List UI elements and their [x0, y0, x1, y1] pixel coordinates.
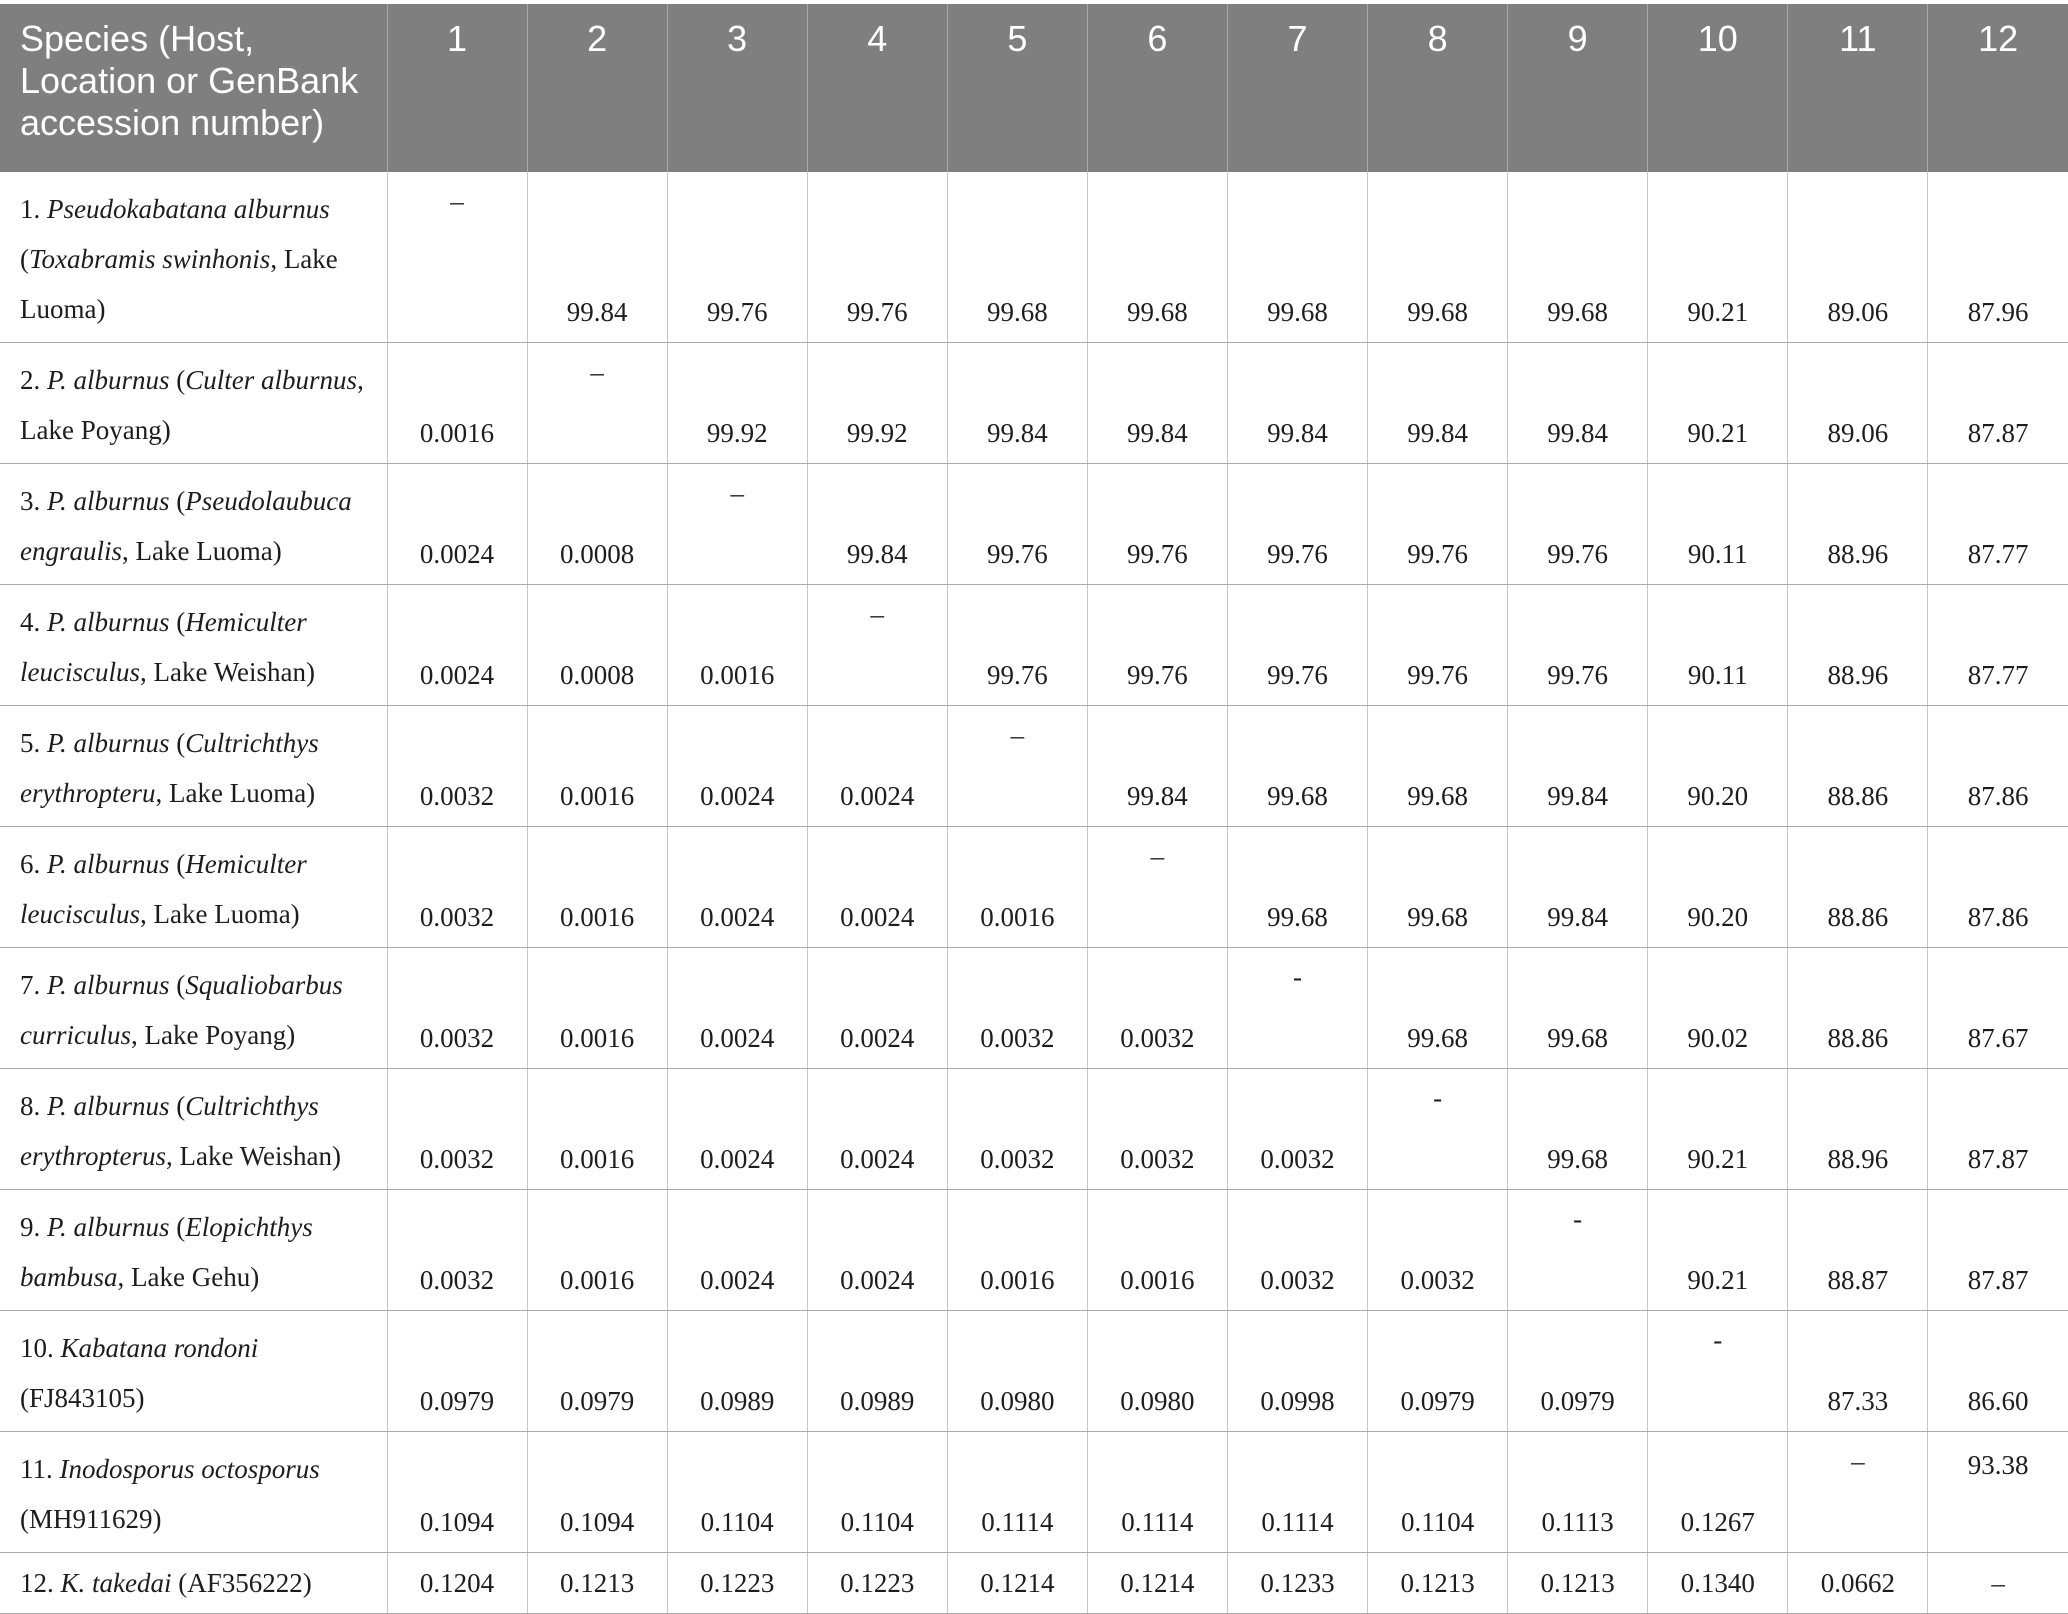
value-cell: 0.1233: [1227, 1553, 1367, 1614]
value-cell: 99.68: [1368, 948, 1508, 1069]
value-cell: 0.0024: [667, 1069, 807, 1190]
space: [40, 607, 47, 637]
species-cell: [0, 1190, 387, 1311]
value-cell: 0.0024: [807, 827, 947, 948]
row-number: 6.: [20, 849, 41, 879]
space: [40, 849, 47, 879]
value-cell: 99.68: [1227, 827, 1367, 948]
value-cell: 99.84: [527, 172, 667, 343]
value-cell: 90.21: [1648, 1069, 1788, 1190]
value-cell: 0.1340: [1648, 1553, 1788, 1614]
value-cell: 0.0024: [667, 827, 807, 948]
value-cell: 0.0016: [527, 948, 667, 1069]
row-number: 8.: [20, 1091, 41, 1121]
value-cell: 99.76: [1227, 464, 1367, 585]
location: , Lake Weishan): [139, 657, 315, 687]
value-cell: 99.84: [1087, 706, 1227, 827]
value-cell: 0.0016: [947, 1190, 1087, 1311]
value-cell: 86.60: [1928, 1311, 2068, 1432]
diagonal-cell: -: [1508, 1190, 1648, 1311]
value-cell: 99.84: [1508, 827, 1648, 948]
value-cell: 87.86: [1928, 706, 2068, 827]
location: , Lake Poyang): [131, 1020, 296, 1050]
species-name: K. takedai: [60, 1568, 172, 1598]
value-cell: 99.76: [947, 464, 1087, 585]
value-cell: 0.0016: [1087, 1190, 1227, 1311]
column-header: 12: [1928, 4, 2068, 172]
space: [40, 1212, 47, 1242]
value-cell: 0.0016: [387, 343, 527, 464]
value-cell: 88.87: [1788, 1190, 1928, 1311]
paren-open: (: [169, 1212, 186, 1242]
value-cell: 88.86: [1788, 706, 1928, 827]
value-cell: 0.1213: [527, 1553, 667, 1614]
value-cell: 0.0662: [1788, 1553, 1928, 1614]
value-cell: 0.0016: [527, 706, 667, 827]
table-row: [0, 948, 2068, 1069]
column-header: 11: [1788, 4, 1928, 172]
space: [53, 1454, 60, 1484]
species-name: P. alburnus: [47, 365, 170, 395]
table-row: [0, 464, 2068, 585]
table-row: [0, 172, 2068, 343]
host-name: Hemiculter leucisculus: [20, 849, 307, 929]
column-header: 3: [667, 4, 807, 172]
table-row: [0, 1311, 2068, 1432]
column-header: 7: [1227, 4, 1367, 172]
value-cell: 0.1094: [387, 1432, 527, 1553]
value-cell: 99.76: [1368, 585, 1508, 706]
value-cell: 99.76: [1368, 464, 1508, 585]
row-number: 2.: [20, 365, 41, 395]
value-cell: 0.0016: [527, 827, 667, 948]
diagonal-cell: -: [1648, 1311, 1788, 1432]
value-cell: 99.76: [1508, 464, 1648, 585]
value-cell: 99.92: [807, 343, 947, 464]
host-name: Pseudolaubuca engraulis: [20, 486, 352, 566]
column-header: 9: [1508, 4, 1648, 172]
value-cell: 99.68: [1368, 827, 1508, 948]
value-cell: 99.76: [1227, 585, 1367, 706]
value-cell: 99.76: [667, 172, 807, 343]
value-cell: 0.0979: [387, 1311, 527, 1432]
value-cell: 0.0024: [387, 585, 527, 706]
value-cell: 0.1204: [387, 1553, 527, 1614]
diagonal-cell: –: [807, 585, 947, 706]
value-cell: 0.0998: [1227, 1311, 1367, 1432]
diagonal-cell: –: [1087, 827, 1227, 948]
table-row: [0, 706, 2068, 827]
diagonal-cell: –: [1928, 1553, 2068, 1614]
row-number: 11.: [20, 1454, 53, 1484]
species-cell: [0, 464, 387, 585]
value-cell: 90.20: [1648, 706, 1788, 827]
row-number: 7.: [20, 970, 41, 1000]
value-cell: 0.0024: [807, 1069, 947, 1190]
value-cell: 0.1223: [807, 1553, 947, 1614]
paren-open: (: [169, 486, 186, 516]
value-cell: 0.1104: [667, 1432, 807, 1553]
table-row: [0, 1069, 2068, 1190]
value-cell: 99.84: [1508, 706, 1648, 827]
value-cell: 0.0024: [667, 948, 807, 1069]
paren-open: (: [169, 1091, 186, 1121]
value-cell: 88.86: [1788, 827, 1928, 948]
table-row: [0, 1190, 2068, 1311]
space: [54, 1333, 61, 1363]
value-cell: 99.76: [947, 585, 1087, 706]
value-cell: 0.1267: [1648, 1432, 1788, 1553]
value-cell: 99.68: [1508, 948, 1648, 1069]
species-name: P. alburnus: [47, 607, 170, 637]
value-cell: 99.68: [1508, 172, 1648, 343]
host-name: Hemiculter leucisculus: [20, 607, 307, 687]
table-body: [0, 172, 2068, 1614]
value-cell: 0.0032: [1227, 1069, 1367, 1190]
species-cell: [0, 343, 387, 464]
value-cell: 87.77: [1928, 464, 2068, 585]
table-row: [0, 343, 2068, 464]
column-header: 8: [1368, 4, 1508, 172]
species-column-header: Species (Host, Location or GenBank accession number): [0, 4, 387, 172]
value-cell: 90.21: [1648, 1190, 1788, 1311]
value-cell: 0.0032: [1368, 1190, 1508, 1311]
diagonal-cell: –: [527, 343, 667, 464]
value-cell: 99.76: [1087, 585, 1227, 706]
value-cell: 99.76: [807, 172, 947, 343]
diagonal-cell: -: [1368, 1069, 1508, 1190]
header-row: [0, 4, 2068, 172]
value-cell: 90.20: [1648, 827, 1788, 948]
species-cell: [0, 585, 387, 706]
diagonal-cell: -: [1227, 948, 1367, 1069]
value-cell: 0.1223: [667, 1553, 807, 1614]
value-cell: 0.1213: [1368, 1553, 1508, 1614]
value-cell: 99.68: [1087, 172, 1227, 343]
space: [40, 365, 47, 395]
value-cell: 87.96: [1928, 172, 2068, 343]
value-cell: 0.0016: [947, 827, 1087, 948]
value-cell: 88.96: [1788, 464, 1928, 585]
value-cell: 0.0979: [1508, 1311, 1648, 1432]
value-cell: 0.1114: [1087, 1432, 1227, 1553]
location: , Lake Poyang): [20, 365, 364, 445]
row-number: 4.: [20, 607, 41, 637]
space: [40, 486, 47, 516]
value-cell: 0.0979: [527, 1311, 667, 1432]
column-header: 1: [387, 4, 527, 172]
value-cell: 0.0032: [947, 948, 1087, 1069]
value-cell: 90.02: [1648, 948, 1788, 1069]
species-name: Inodosporus octosporus: [59, 1454, 320, 1484]
location: , Lake Luoma): [139, 899, 300, 929]
value-cell: 99.68: [1508, 1069, 1648, 1190]
species-cell: [0, 1069, 387, 1190]
row-number: 10.: [20, 1333, 54, 1363]
location: , Lake Luoma): [155, 778, 316, 808]
value-cell: 90.11: [1648, 464, 1788, 585]
value-cell: 0.1104: [807, 1432, 947, 1553]
distance-matrix-table: [0, 4, 2068, 1614]
row-number: 3.: [20, 486, 41, 516]
value-cell: 0.0024: [667, 706, 807, 827]
value-cell: 0.0980: [1087, 1311, 1227, 1432]
value-cell: 0.1114: [1227, 1432, 1367, 1553]
table-container: [0, 4, 2068, 1614]
host-name: Culter alburnus: [185, 365, 358, 395]
value-cell: 0.1214: [1087, 1553, 1227, 1614]
value-cell: 0.1113: [1508, 1432, 1648, 1553]
diagonal-cell: –: [667, 464, 807, 585]
value-cell: 0.0032: [387, 948, 527, 1069]
value-cell: 90.21: [1648, 343, 1788, 464]
table-row: [0, 827, 2068, 948]
value-cell: 0.0024: [387, 464, 527, 585]
value-cell: 99.76: [1508, 585, 1648, 706]
host-name: Toxabramis swinhonis: [29, 244, 271, 274]
species-cell: [0, 1432, 387, 1553]
value-cell: 87.77: [1928, 585, 2068, 706]
space: [40, 728, 47, 758]
location: (AF356222): [178, 1568, 312, 1598]
value-cell: 89.06: [1788, 172, 1928, 343]
value-cell: 99.84: [807, 464, 947, 585]
species-cell: [0, 948, 387, 1069]
location: (FJ843105): [20, 1383, 145, 1413]
host-name: Squaliobarbus curriculus: [20, 970, 343, 1050]
value-cell: 90.21: [1648, 172, 1788, 343]
species-name: P. alburnus: [47, 486, 170, 516]
column-header: 10: [1648, 4, 1788, 172]
species-cell: [0, 827, 387, 948]
diagonal-cell: –: [947, 706, 1087, 827]
paren-open: (: [169, 970, 186, 1000]
space: [40, 194, 47, 224]
value-cell: 0.0008: [527, 585, 667, 706]
value-cell: 99.68: [1368, 706, 1508, 827]
value-cell: 0.0032: [1087, 948, 1227, 1069]
value-cell: 0.0032: [387, 1069, 527, 1190]
value-cell: 0.1094: [527, 1432, 667, 1553]
value-cell: 0.0032: [1087, 1069, 1227, 1190]
column-header: 5: [947, 4, 1087, 172]
value-cell: 0.0024: [807, 706, 947, 827]
value-cell: 99.68: [1227, 706, 1367, 827]
row-number: 9.: [20, 1212, 41, 1242]
value-cell: 89.06: [1788, 343, 1928, 464]
value-cell: 99.84: [947, 343, 1087, 464]
value-cell: 88.96: [1788, 1069, 1928, 1190]
value-cell: 0.0016: [527, 1069, 667, 1190]
table-row: [0, 1553, 2068, 1614]
value-cell: 87.87: [1928, 1190, 2068, 1311]
table-row: [0, 1432, 2068, 1553]
value-cell: 0.1114: [947, 1432, 1087, 1553]
space: [40, 970, 47, 1000]
value-cell: 87.67: [1928, 948, 2068, 1069]
value-cell: 0.0032: [1227, 1190, 1367, 1311]
host-name: Cultrichthys erythropterus: [20, 1091, 319, 1171]
value-cell: 93.38: [1928, 1432, 2068, 1553]
value-cell: 87.86: [1928, 827, 2068, 948]
value-cell: 0.0024: [667, 1190, 807, 1311]
location: (MH911629): [20, 1504, 162, 1534]
value-cell: 88.96: [1788, 585, 1928, 706]
host-name: Cultrichthys erythropteru: [20, 728, 319, 808]
value-cell: 0.1213: [1508, 1553, 1648, 1614]
row-number: 1.: [20, 194, 41, 224]
value-cell: 0.0024: [807, 1190, 947, 1311]
value-cell: 0.0979: [1368, 1311, 1508, 1432]
value-cell: 99.84: [1087, 343, 1227, 464]
species-name: P. alburnus: [47, 849, 170, 879]
species-cell: [0, 1553, 387, 1614]
value-cell: 0.1104: [1368, 1432, 1508, 1553]
paren-open: (: [20, 244, 29, 274]
value-cell: 0.0032: [947, 1069, 1087, 1190]
location: , Lake Weishan): [165, 1141, 341, 1171]
value-cell: 0.1214: [947, 1553, 1087, 1614]
paren-open: (: [169, 607, 186, 637]
value-cell: 0.0989: [807, 1311, 947, 1432]
value-cell: 99.68: [947, 172, 1087, 343]
value-cell: 99.92: [667, 343, 807, 464]
row-number: 12.: [20, 1568, 54, 1598]
value-cell: 87.33: [1788, 1311, 1928, 1432]
location: , Lake Gehu): [117, 1262, 260, 1292]
diagonal-cell: –: [1788, 1432, 1928, 1553]
column-header: 2: [527, 4, 667, 172]
value-cell: 0.0989: [667, 1311, 807, 1432]
value-cell: 0.0016: [527, 1190, 667, 1311]
value-cell: 90.11: [1648, 585, 1788, 706]
value-cell: 0.0032: [387, 706, 527, 827]
location: , Lake Luoma): [122, 536, 282, 566]
value-cell: 88.86: [1788, 948, 1928, 1069]
column-header: 6: [1087, 4, 1227, 172]
value-cell: 99.68: [1227, 172, 1367, 343]
space: [54, 1568, 61, 1598]
species-cell: [0, 1311, 387, 1432]
paren-open: [171, 1568, 178, 1598]
species-name: P. alburnus: [47, 1091, 170, 1121]
value-cell: 99.68: [1368, 172, 1508, 343]
table-row: [0, 585, 2068, 706]
value-cell: 0.0016: [667, 585, 807, 706]
value-cell: 87.87: [1928, 343, 2068, 464]
value-cell: 0.0032: [387, 1190, 527, 1311]
column-header: 4: [807, 4, 947, 172]
paren-open: (: [169, 728, 186, 758]
value-cell: 0.0032: [387, 827, 527, 948]
value-cell: 99.84: [1508, 343, 1648, 464]
value-cell: 99.76: [1087, 464, 1227, 585]
species-name: Kabatana rondoni: [60, 1333, 259, 1363]
row-number: 5.: [20, 728, 41, 758]
value-cell: 0.0980: [947, 1311, 1087, 1432]
value-cell: 87.87: [1928, 1069, 2068, 1190]
space: [40, 1091, 47, 1121]
species-name: P. alburnus: [47, 728, 170, 758]
value-cell: 99.84: [1227, 343, 1367, 464]
host-name: Elopichthys bambusa: [20, 1212, 313, 1292]
value-cell: 0.0008: [527, 464, 667, 585]
species-cell: [0, 172, 387, 343]
value-cell: 0.0024: [807, 948, 947, 1069]
species-name: Pseudokabatana alburnus: [47, 194, 330, 224]
location: , Lake Luoma): [20, 244, 338, 324]
diagonal-cell: –: [387, 172, 527, 343]
species-cell: [0, 706, 387, 827]
species-name: P. alburnus: [47, 970, 170, 1000]
species-name: P. alburnus: [47, 1212, 170, 1242]
paren-open: (: [169, 849, 186, 879]
value-cell: 99.84: [1368, 343, 1508, 464]
paren-open: (: [169, 365, 186, 395]
